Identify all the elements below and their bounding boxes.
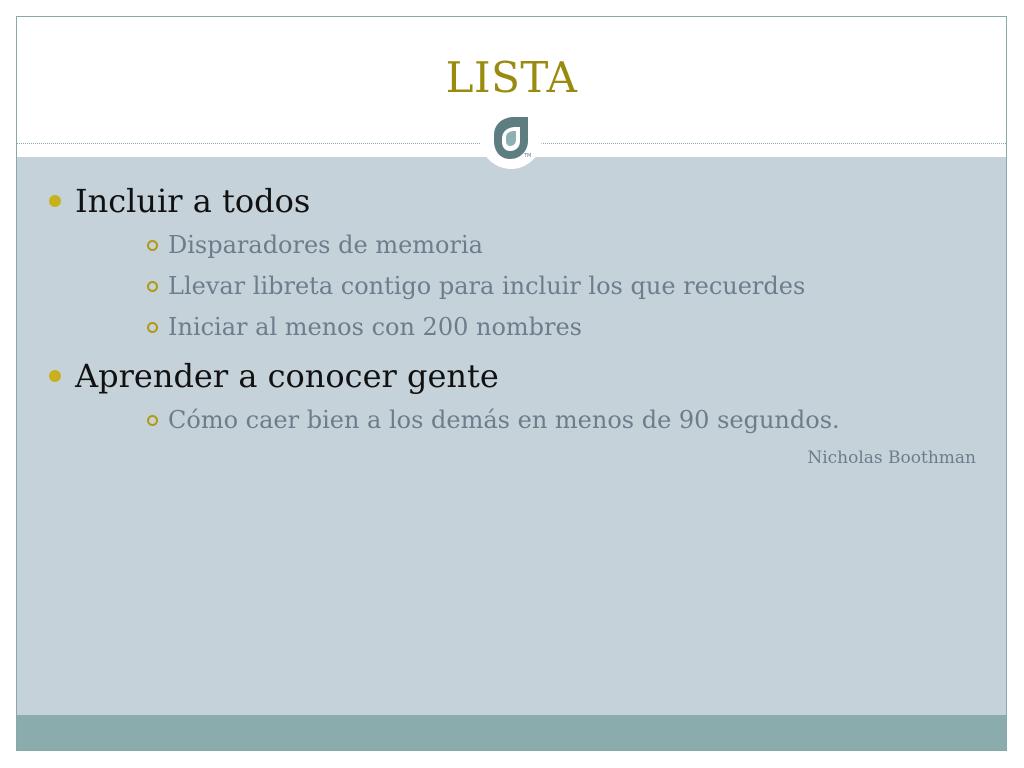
- list-subitem: [147, 307, 1006, 348]
- bullet-text: Aprender a conocer gente: [75, 357, 499, 395]
- list-subitem: [147, 225, 1006, 266]
- subitem-text: Disparadores de memoria: [168, 231, 483, 259]
- list-item: [47, 352, 1006, 400]
- slide: [16, 16, 1007, 751]
- footer-band: [17, 715, 1006, 750]
- list-item: [47, 177, 1006, 225]
- svg-text:TM: TM: [524, 153, 532, 159]
- ring-bullet-icon: [147, 322, 158, 333]
- leaf-swirl-logo-icon: [480, 107, 542, 169]
- list-subitem: [147, 400, 1006, 441]
- attribution: Nicholas Boothman: [807, 448, 976, 468]
- bullet-list: [17, 177, 1006, 441]
- subitem-text: Iniciar al menos con 200 nombres: [168, 313, 582, 341]
- subitem-text: Llevar libreta contigo para incluir los que recuerdes: [168, 272, 806, 300]
- ring-bullet-icon: [147, 240, 158, 251]
- slide-title: LISTA: [445, 53, 578, 102]
- subitem-text: Cómo caer bien a los demás en menos de 90 segundos.: [168, 406, 840, 434]
- bullet-dot-icon: [49, 195, 61, 207]
- bullet-text: Incluir a todos: [75, 182, 311, 220]
- bullet-dot-icon: [49, 370, 61, 382]
- list-subitem: [147, 266, 1006, 307]
- ring-bullet-icon: [147, 281, 158, 292]
- ring-bullet-icon: [147, 415, 158, 426]
